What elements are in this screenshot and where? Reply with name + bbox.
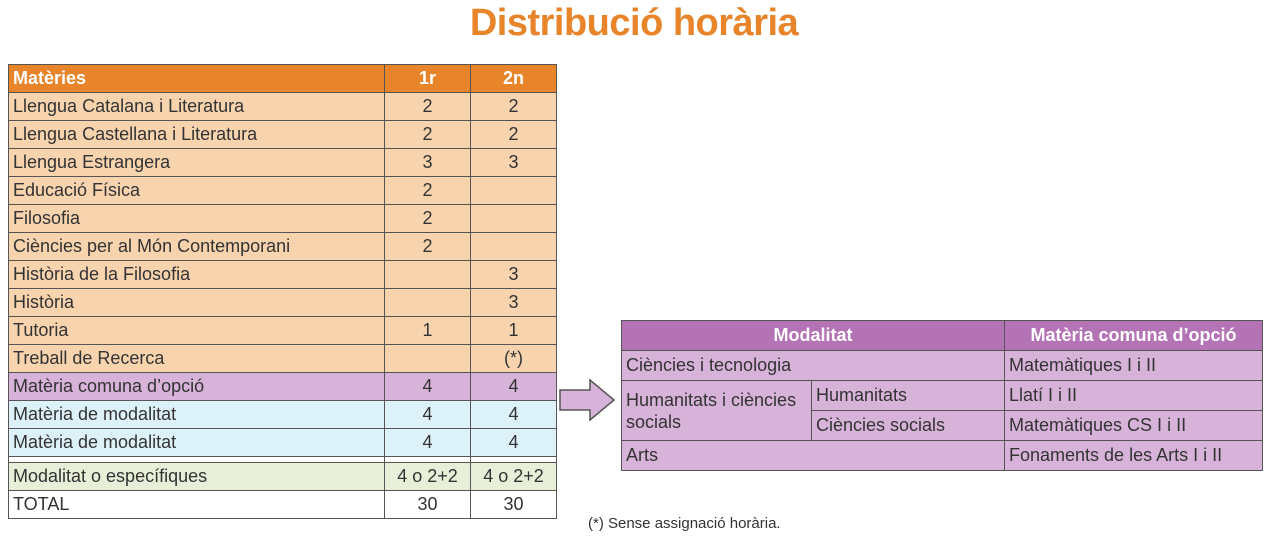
schedule-table <box>8 64 557 519</box>
table-row <box>9 205 557 233</box>
modality-row <box>622 351 1263 381</box>
subject-cell: Matèria de modalitat <box>9 429 385 457</box>
subject-cell: Llengua Catalana i Literatura <box>9 93 385 121</box>
year-2-hours: 4 <box>471 373 557 401</box>
year-2-hours: (*) <box>471 345 557 373</box>
schedule-header-row <box>9 65 557 93</box>
year-2-hours: 4 <box>471 429 557 457</box>
year-2-hours: 2 <box>471 93 557 121</box>
table-row <box>9 149 557 177</box>
modality-row <box>622 441 1263 471</box>
modality-header-row <box>622 321 1263 351</box>
subject-cell: Filosofia <box>9 205 385 233</box>
year-1-hours: 4 o 2+2 <box>385 463 471 491</box>
subject-cell: Matèria de modalitat <box>9 401 385 429</box>
subject-cell: Matèria comuna d’opció <box>9 373 385 401</box>
year-1-hours <box>385 261 471 289</box>
year-1-hours: 4 <box>385 429 471 457</box>
year-2-hours: 3 <box>471 149 557 177</box>
year-1-hours: 4 <box>385 401 471 429</box>
year-1-hours: 1 <box>385 317 471 345</box>
header-year-2: 2n <box>471 65 557 93</box>
table-row <box>9 233 557 261</box>
year-1-hours <box>385 345 471 373</box>
modality-name: Arts <box>622 441 1005 471</box>
year-1-hours: 2 <box>385 121 471 149</box>
right-arrow-icon <box>558 378 616 422</box>
year-2-hours: 1 <box>471 317 557 345</box>
year-2-hours: 4 o 2+2 <box>471 463 557 491</box>
year-1-hours: 3 <box>385 149 471 177</box>
table-row <box>9 401 557 429</box>
header-subjects: Matèries <box>9 65 385 93</box>
modality-name: Ciències i tecnologia <box>622 351 1005 381</box>
year-1-hours: 2 <box>385 233 471 261</box>
year-2-hours: 3 <box>471 261 557 289</box>
modality-subgroup-name: Humanitats <box>812 381 1005 411</box>
modality-subject: Fonaments de les Arts I i II <box>1005 441 1263 471</box>
modality-subject: Matemàtiques I i II <box>1005 351 1263 381</box>
modality-table <box>621 320 1263 471</box>
subject-cell: TOTAL <box>9 491 385 519</box>
table-row <box>9 261 557 289</box>
page-title: Distribució horària <box>469 2 799 44</box>
header-modality: Modalitat <box>622 321 1005 351</box>
year-2-hours: 2 <box>471 121 557 149</box>
year-1-hours: 2 <box>385 93 471 121</box>
modality-subgroup-name: Ciències socials <box>812 411 1005 441</box>
year-1-hours: 30 <box>385 491 471 519</box>
table-row <box>9 177 557 205</box>
year-2-hours <box>471 177 557 205</box>
modality-subject: Llatí I i II <box>1005 381 1263 411</box>
year-2-hours <box>471 233 557 261</box>
table-row <box>9 317 557 345</box>
subject-cell: Ciències per al Món Contemporani <box>9 233 385 261</box>
year-1-hours: 4 <box>385 373 471 401</box>
year-2-hours: 4 <box>471 401 557 429</box>
subject-cell: Història de la Filosofia <box>9 261 385 289</box>
table-row <box>9 121 557 149</box>
modality-row <box>622 381 1263 411</box>
subject-cell: Educació Física <box>9 177 385 205</box>
header-common-subject: Matèria comuna d’opció <box>1005 321 1263 351</box>
table-row <box>9 373 557 401</box>
subject-cell: Treball de Recerca <box>9 345 385 373</box>
modality-group-name: Humanitats i ciències socials <box>622 381 812 441</box>
table-row <box>9 93 557 121</box>
subject-cell: Tutoria <box>9 317 385 345</box>
header-year-1: 1r <box>385 65 471 93</box>
table-row <box>9 429 557 457</box>
subject-cell: Llengua Castellana i Literatura <box>9 121 385 149</box>
table-row <box>9 345 557 373</box>
year-2-hours <box>471 205 557 233</box>
footnote: (*) Sense assignació horària. <box>588 515 781 532</box>
year-1-hours <box>385 289 471 317</box>
year-1-hours: 2 <box>385 205 471 233</box>
subject-cell: Llengua Estrangera <box>9 149 385 177</box>
table-row <box>9 463 557 491</box>
table-row <box>9 491 557 519</box>
year-2-hours: 30 <box>471 491 557 519</box>
subject-cell: Història <box>9 289 385 317</box>
modality-subject: Matemàtiques CS I i II <box>1005 411 1263 441</box>
subject-cell: Modalitat o específiques <box>9 463 385 491</box>
year-1-hours: 2 <box>385 177 471 205</box>
table-row <box>9 289 557 317</box>
year-2-hours: 3 <box>471 289 557 317</box>
